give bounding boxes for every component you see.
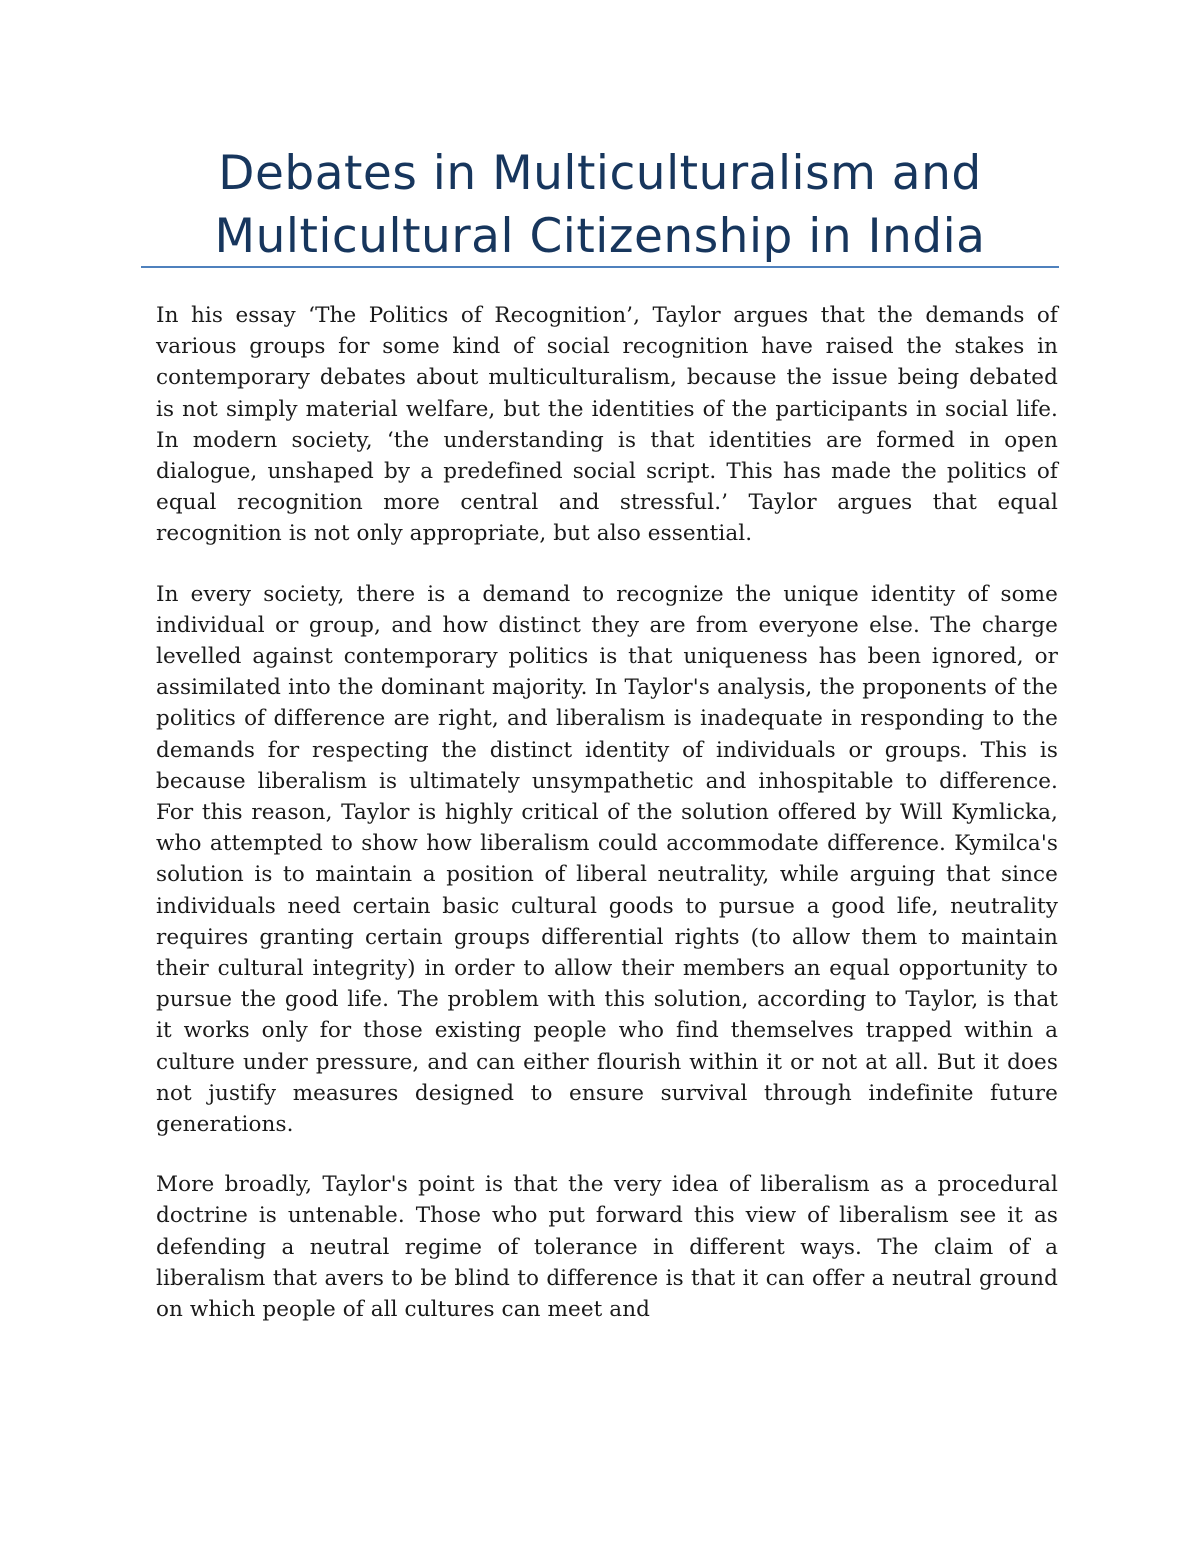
- paragraph-1: In his essay ‘The Politics of Recognition’, Taylor argues that the demands of various groups for some kind of social recognition have raised the stakes in contemporary debates about multiculturalism, because the issue being debated is not simply material welfare, but the identities of the participants in social life. In modern society, ‘the understanding is that identities are formed in open dialogue, unshaped by a predefined social script. This has made the politics of equal recognition more central and stressful.’ Taylor argues that equal recognition is not only appropriate, but also essential.: [156, 303, 1058, 547]
- title-block: [140, 142, 1060, 268]
- paragraph-3: More broadly, Taylor's point is that the very idea of liberalism as a procedural doctrine is untenable. Those who put forward this view of liberalism see it as defending a neutral regime of tolerance in different ways. The claim of a liberalism that avers to be blind to difference is that it can offer a neutral ground on which people of all cultures can meet and: [156, 1172, 1058, 1323]
- document-title: Debates in Multiculturalism and Multicultural Citizenship in India: [214, 146, 986, 264]
- document-body: [156, 300, 1058, 1354]
- paragraph-2: In every society, there is a demand to recognize the unique identity of some individual or group, and how distinct they are from everyone else. The charge levelled against contemporary politics is that uniqueness has been ignored, or assimilated into the dominant majority. In Taylor's analysis, the proponents of the politics of difference are right, and liberalism is inadequate in responding to the demands for respecting the distinct identity of individuals or groups. This is because liberalism is ultimately unsympathetic and inhospitable to difference. For this reason, Taylor is highly critical of the solution offered by Will Kymlicka, who attempted to show how liberalism could accommodate difference. Kymilca's solution is to maintain a position of liberal neutrality, while arguing that since individuals need certain basic cultural goods to pursue a good life, neutrality requires granting certain groups differential rights (to allow them to maintain their cultural integrity) in order to allow their members an equal opportunity to pursue the good life. The problem with this solution, according to Taylor, is that it works only for those existing people who find themselves trapped within a culture under pressure, and can either flourish within it or not at all. But it does not justify measures designed to ensure survival through indefinite future generations.: [156, 581, 1058, 1138]
- title-underline-rule: [141, 266, 1059, 268]
